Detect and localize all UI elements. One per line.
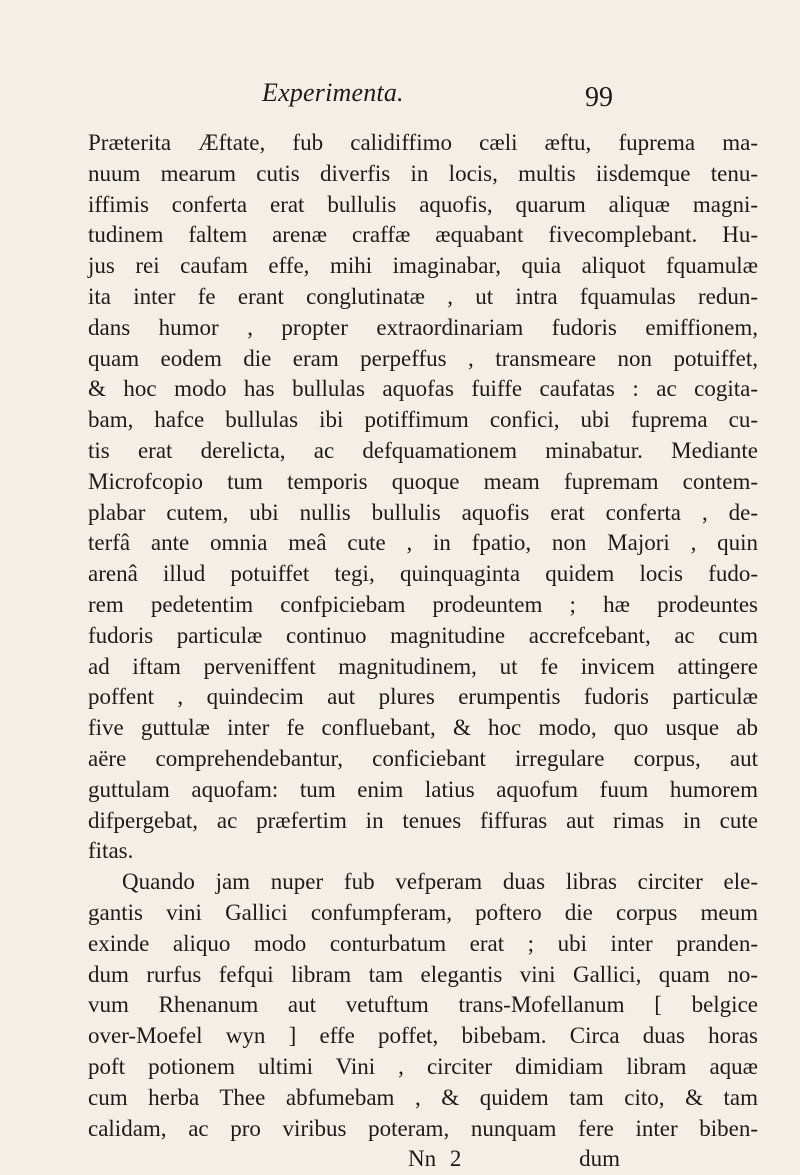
text-line: nuum mearum cutis diverfis in locis, multis iisdemque tenu- [88, 160, 758, 186]
signature-mark: Nn 2 [408, 1146, 462, 1172]
page-number: 99 [585, 82, 613, 113]
body-text [88, 128, 758, 1175]
text-line: poffent , quindecim aut plures erumpentis fudoris particulæ [88, 684, 758, 710]
text-line: plabar cutem, ubi nullis bullulis aquofis erat conferta , de- [88, 499, 758, 525]
text-line: Præterita Æftate, fub calidiffimo cæli æftu, fuprema ma- [88, 130, 758, 155]
text-line: tis erat derelicta, ac defquamationem minabatur. Mediante [88, 437, 758, 463]
text-line: bam, hafce bullulas ibi potiffimum confici, ubi fuprema cu- [88, 407, 758, 433]
text-line: arenâ illud potuiffet tegi, quinquaginta quidem locis fudo- [88, 561, 758, 587]
text-line: gantis vini Gallici confumpferam, poftero die corpus meum [88, 899, 758, 925]
catchword: dum [579, 1146, 621, 1172]
text-line: ita inter fe erant conglutinatæ , ut intra fquamulas redun- [88, 283, 758, 309]
text-line: calidam, ac pro viribus poteram, nunquam fere inter biben- [88, 1115, 758, 1141]
text-line: & hoc modo has bullulas aquofas fuiffe caufatas : ac cogita- [88, 376, 758, 402]
paragraph-start-line: Quando jam nuper fub vefperam duas libras circiter ele- [122, 869, 758, 895]
text-line: five guttulæ inter fe confluebant, & hoc modo, quo usque ab [88, 715, 758, 741]
text-line: iffimis conferta erat bullulis aquofis, quarum aliquæ magni- [88, 191, 758, 217]
signature-line [88, 1144, 758, 1175]
text-line: dans humor , propter extraordinariam fudoris emiffionem, [88, 314, 758, 340]
text-line: exinde aliquo modo conturbatum erat ; ubi inter pranden- [88, 930, 758, 956]
text-line: Microfcopio tum temporis quoque meam fupremam contem- [88, 468, 758, 494]
text-line: tudinem faltem arenæ craffæ æquabant fivecomplebant. Hu- [88, 222, 758, 248]
text-line: over-Moefel wyn ] effe poffet, bibebam. Circa duas horas [88, 1023, 758, 1049]
text-line: guttulam aquofam: tum enim latius aquofum fuum humorem [88, 776, 758, 802]
running-head [0, 78, 800, 118]
text-line: ad iftam perveniffent magnitudinem, ut fe invicem attingere [88, 653, 758, 679]
paragraph-end-line: fitas. [88, 838, 134, 864]
text-line: poft potionem ultimi Vini , circiter dimidiam libram aquæ [88, 1053, 758, 1079]
text-line: terfâ ante omnia meâ cute , in fpatio, non Majori , quin [88, 530, 758, 556]
text-line: quam eodem die eram perpeffus , transmeare non potuiffet, [88, 345, 758, 371]
text-line: cum herba Thee abfumebam , & quidem tam cito, & tam [88, 1084, 758, 1110]
text-line: jus rei caufam effe, mihi imaginabar, quia aliquot fquamulæ [88, 253, 758, 279]
text-line: rem pedetentim confpiciebam prodeuntem ; hæ prodeuntes [88, 591, 758, 617]
running-title: Experimenta. [262, 78, 404, 107]
text-line: fudoris particulæ continuo magnitudine accrefcebant, ac cum [88, 622, 758, 648]
text-line: difpergebat, ac præfertim in tenues fiffuras aut rimas in cute [88, 807, 758, 833]
text-line: aëre comprehendebantur, conficiebant irregulare corpus, aut [88, 745, 758, 771]
text-line: dum rurfus fefqui libram tam elegantis vini Gallici, quam no- [88, 961, 758, 987]
text-line: vum Rhenanum aut vetuftum trans-Mofellanum [ belgice [88, 992, 758, 1018]
